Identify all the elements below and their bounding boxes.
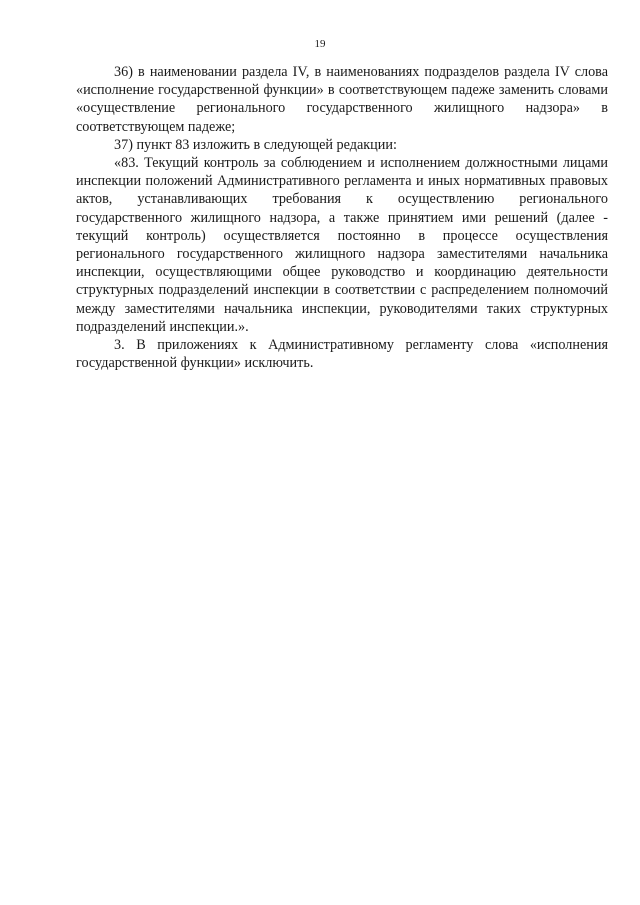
paragraph-item-36: 36) в наименовании раздела IV, в наименованиях подразделов раздела IV слова «исполнение государственной функции» в соответствующем падеже заменить словами «осуществление регионального государственного жилищного надзора» в соответствующем падеже; [76, 64, 608, 135]
paragraph-item-3: 3. В приложениях к Административному регламенту слова «исполнения государственной функции» исключить. [76, 337, 608, 372]
paragraph-clause-83: «83. Текущий контроль за соблюдением и исполнением должностными лицами инспекции положений Административного регламента и иных нормативных правовых актов, устанавливающих требования к осуществлению регионального государственного жилищного надзора, а также принятием ими решений (далее - текущий контроль) осуществляется постоянно в процессе осуществления регионального государственного жилищного надзора заместителями начальника инспекции, осуществляющими общее руководство и координацию деятельности структурных подразделений инспекции в соответствии с распределением полномочий между заместителями начальника инспекции, руководителями таких структурных подразделений инспекции.». [76, 155, 608, 335]
document-body [76, 63, 608, 372]
paragraph-item-37: 37) пункт 83 изложить в следующей редакции: [114, 136, 397, 153]
page-number: 19 [314, 38, 326, 50]
